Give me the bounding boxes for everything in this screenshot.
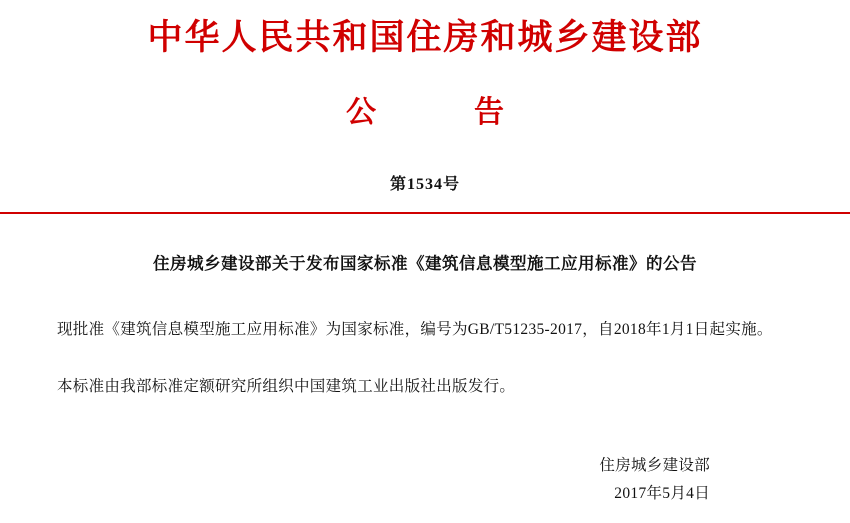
announcement-body xyxy=(0,318,850,400)
document-type-heading: 公 告 xyxy=(346,95,538,130)
announcement-title: 住房城乡建设部关于发布国家标准《建筑信息模型施工应用标准》的公告 xyxy=(153,254,697,273)
signature-block xyxy=(0,452,850,509)
document-masthead: 中华人民共和国住房和城乡建设部 xyxy=(147,17,703,58)
body-paragraph: 现批准《建筑信息模型施工应用标准》为国家标准，编号为GB/T51235-2017，自2018年1月1日起实施。 xyxy=(57,321,773,338)
body-paragraph: 本标准由我部标准定额研究所组织中国建筑工业出版社出版发行。 xyxy=(57,377,516,395)
signature-date: 2017年5月4日 xyxy=(614,485,710,503)
signature-issuer: 住房城乡建设部 xyxy=(599,456,710,474)
document-number: 第1534号 xyxy=(389,176,460,193)
